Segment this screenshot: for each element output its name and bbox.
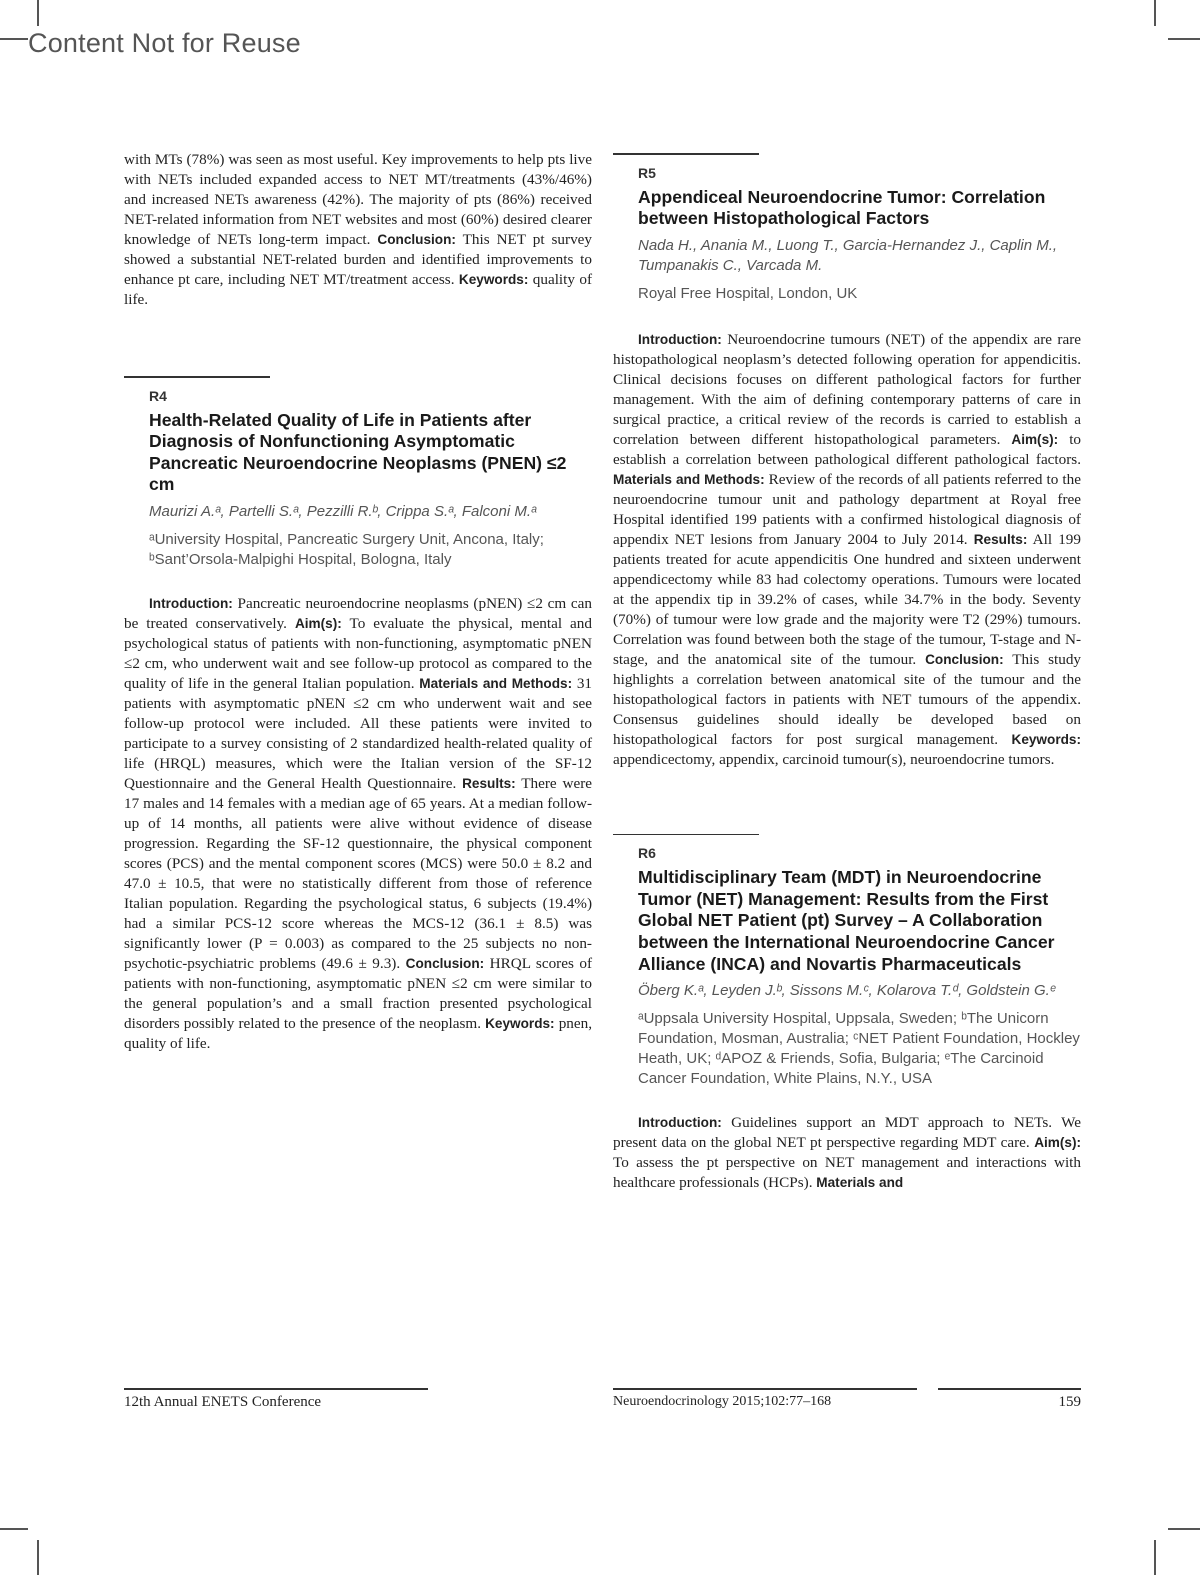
abstract-title: Appendiceal Neuroendocrine Tumor: Correlation between Histopathological Factors <box>638 186 1046 229</box>
aims-label: Aim(s): <box>1011 431 1059 447</box>
results-text: There were 17 males and 14 females with a median age of 65 years. At a median follow-up of 14 months, all patients were alive without evidence of disease progression. Regarding the SF-12 questionnaire, the physical component scores (PCS) and the mental component scores (MCS) were 50.0 ± 8.2 and 47.0 ± 10.5, that were no statistically different from those of reference Italian population. Regarding the psychological status, 6 subjects (19.4%) had a similar PCS-12 score whereas the MCS-12 (36.1 ± 8.5) was significantly lower (P = 0.003) as compared to the 25 subjects no non-psychotic-psychiatric problems (49.6 ± 9.3). <box>124 774 592 972</box>
abstract-r5 <box>613 153 1081 770</box>
abstract-authors: Nada H., Anania M., Luong T., Garcia-Hernandez J., Caplin M., Tumpanakis C., Varcada M. <box>638 236 1058 274</box>
left-column <box>124 150 592 1054</box>
keywords-text: appendicectomy, appendix, carcinoid tumour(s), neuroendocrine tumors. <box>613 750 1055 768</box>
introduction-label: Introduction: <box>638 1115 722 1131</box>
abstract-authors: Öberg K.ᵃ, Leyden J.ᵇ, Sissons M.ᶜ, Kolarova T.ᵈ, Goldstein G.ᵉ <box>638 982 1056 1000</box>
aims-text: to establish a correlation between pathological different pathological factors. <box>613 430 1082 468</box>
section-rule <box>613 153 759 155</box>
keywords-label: Keywords: <box>485 1015 555 1031</box>
crop-mark <box>1168 38 1200 40</box>
r3-tail-text: with MTs (78%) was seen as most useful. Key improvements to help pts live with NETs included expanded access to NET MT/treatments (43%/46%) and increased NETs awareness (42%). The majority of pts (86%) received NET-related information from NET websites and most (60%) desired clearer knowledge of NETs long-term impact. <box>124 151 592 248</box>
abstract-header <box>124 388 592 570</box>
aims-label: Aim(s): <box>294 615 342 631</box>
keywords-label: Keywords: <box>1011 731 1081 747</box>
introduction-label: Introduction: <box>638 331 722 347</box>
watermark: Content Not for Reuse <box>28 28 301 58</box>
section-rule <box>613 834 759 836</box>
crop-mark <box>0 1528 28 1530</box>
conclusion-label: Conclusion: <box>377 232 456 247</box>
crop-mark <box>37 0 39 26</box>
keywords-text: pnen, quality of life. <box>124 1014 593 1052</box>
footer-rule <box>124 1388 428 1390</box>
crop-mark <box>1154 1540 1156 1575</box>
abstract-body <box>613 330 1081 770</box>
footer-rule <box>613 1388 917 1390</box>
methods-text: 31 patients with asymptomatic pNEN ≤2 cm who underwent wait and see follow-up protocol were included. All these patients were invited to participate to a survey consisting of 2 standardized health-related quality of life (HRQL) measures, which were the Italian version of the SF-12 Questionnaire and the General Health Questionnaire. <box>124 674 593 792</box>
section-rule <box>124 376 270 378</box>
aims-text: To evaluate the physical, mental and psychological status of patients with non-functioning, asymptomatic pNEN ≤2 cm, who underwent wait and see follow-up protocol as compared to the quality of life in the general Italian population. <box>124 614 592 692</box>
keywords-text: quality of life. <box>124 271 592 308</box>
abstract-affiliation: Royal Free Hospital, London, UK <box>638 284 858 302</box>
conclusion-label: Conclusion: <box>925 651 1004 667</box>
footer-rule <box>938 1388 1081 1390</box>
crop-mark <box>0 38 28 40</box>
footer-journal: Neuroendocrinology 2015;102:77–168 <box>613 1394 832 1409</box>
abstract-title: Multidisciplinary Team (MDT) in Neuroendocrine Tumor (NET) Management: Results from the First Global NET Patient (pt) Survey – A Collaboration between the International Neuroendocrine Cancer Alliance (INCA) and Novartis Pharmaceuticals <box>638 867 1055 974</box>
results-text: All 199 patients treated for acute appendicitis One hundred and sixteen underwent appendicectomy while 83 had colectomy operations. Tumours were located at the appendix tip in 39.2% of cases, while 34.7% in the body. Seventy (70%) of tumour were low grade and the majority were T2 (29%) tumours. Correlation was found between both the stage of the tumour, T-stage and N-stage, and the anatomical site of the tumour. <box>613 530 1081 668</box>
abstract-header <box>613 845 1081 1089</box>
methods-label: Materials and Methods: <box>419 675 573 691</box>
abstract-r4 <box>124 376 592 1054</box>
page-number: 159 <box>1058 1394 1081 1410</box>
methods-text: Review of the records of all patients referred to the neuroendocrine tumour unit and pathology department at Royal free Hospital identified 199 patients with a confirmed histological diagnosis of appendix NET lesions from January 2004 to July 2014. <box>613 470 1081 548</box>
results-label: Results: <box>462 775 516 791</box>
methods-label: Materials and Methods: <box>613 471 765 487</box>
abstract-id: R5 <box>638 164 656 181</box>
abstract-affiliation: ᵃUppsala University Hospital, Uppsala, Sweden; ᵇThe Unicorn Foundation, Mosman, Australia; ᶜNET Patient Foundation, Hockley Heath, UK; ᵈAPOZ & Friends, Sofia, Bulgaria; ᵉThe Carcinoid Cancer Foundation, White Plains, N.Y., USA <box>638 1010 1080 1088</box>
abstract-authors: Maurizi A.ᵃ, Partelli S.ᵃ, Pezzilli R.ᵇ, Crippa S.ᵃ, Falconi M.ᵃ <box>149 502 537 520</box>
conclusion-label: Conclusion: <box>405 955 485 971</box>
crop-mark <box>1168 1528 1200 1530</box>
conclusion-text: This NET pt survey showed a substantial NET-related burden and identified improvements to enhance pt care, including NET MT/treatment access. <box>124 231 592 288</box>
aims-label: Aim(s): <box>1034 1135 1082 1151</box>
keywords-label: Keywords: <box>458 272 529 287</box>
introduction-label: Introduction: <box>149 595 233 611</box>
methods-label: Materials and <box>816 1175 904 1191</box>
results-label: Results: <box>973 531 1028 547</box>
introduction-text: Pancreatic neuroendocrine neoplasms (pNEN) ≤2 cm can be treated conservatively. <box>124 594 593 632</box>
abstract-header <box>613 165 1081 304</box>
introduction-text: Neuroendocrine tumours (NET) of the appendix are rare histopathological neoplasm’s detected following operation for appendicitis. Clinical decisions focuses on different pathological factors for further management. With the aim of defining contemporary patterns of care in surgical practice, a critical review of the records is carried to establish a correlation between different histopathological parameters. <box>613 330 1082 448</box>
conclusion-text: HRQL scores of patients with non-functioning, asymptomatic pNEN ≤2 cm were similar to the general population’s and a small fraction presented psychological disorders possibly related to the presence of the neoplasm. <box>124 954 593 1032</box>
r3-tail-paragraph <box>124 150 592 310</box>
abstract-body <box>124 594 592 1054</box>
abstract-id: R4 <box>149 387 167 404</box>
right-column <box>613 153 1081 1193</box>
aims-text: To assess the pt perspective on NET management and interactions with healthcare professionals (HCPs). <box>613 1154 1081 1192</box>
abstract-r6 <box>613 834 1081 1193</box>
abstract-affiliation: ᵃUniversity Hospital, Pancreatic Surgery Unit, Ancona, Italy; ᵇSant’Orsola-Malpighi Hospital, Bologna, Italy <box>149 530 544 568</box>
crop-mark <box>1154 0 1156 26</box>
conclusion-text: This study highlights a correlation between anatomical site of the tumour and the histopathological factors in patients with NET tumours of the appendix. Consensus guidelines should ideally be developed based on histopathological factors for post surgical management. <box>613 650 1082 748</box>
abstract-id: R6 <box>638 845 656 862</box>
introduction-text: Guidelines support an MDT approach to NETs. We present data on the global NET pt perspective regarding MDT care. <box>613 1114 1081 1152</box>
abstract-title: Health-Related Quality of Life in Patients after Diagnosis of Nonfunctioning Asymptomatic Pancreatic Neuroendocrine Neoplasms (PNEN) ≤2 cm <box>149 409 567 495</box>
crop-mark <box>37 1540 39 1575</box>
abstract-body <box>613 1113 1081 1193</box>
footer-conference: 12th Annual ENETS Conference <box>124 1394 322 1410</box>
